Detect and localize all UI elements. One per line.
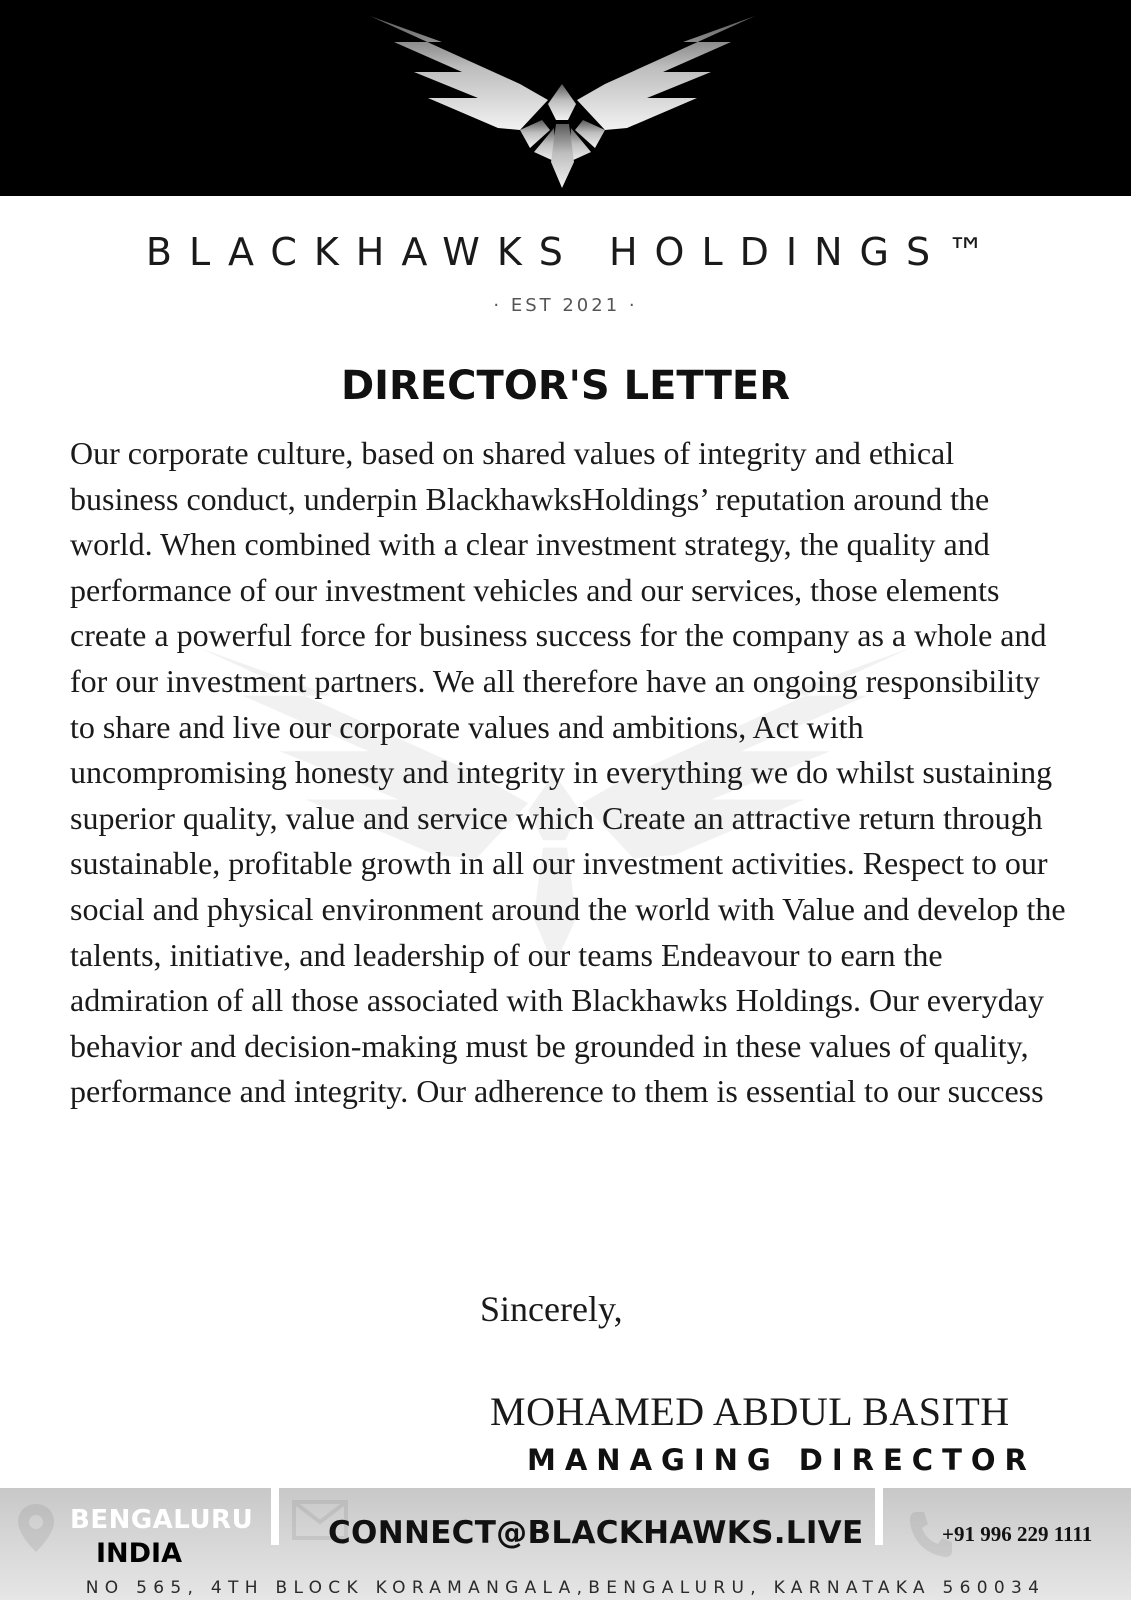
closing-salutation: Sincerely, — [480, 1289, 623, 1329]
footer-country: INDIA — [96, 1538, 182, 1569]
header-band — [0, 0, 1131, 196]
footer-divider — [271, 1488, 279, 1545]
signer-name: MOHAMED ABDUL BASITH — [490, 1389, 1010, 1434]
location-pin-icon — [16, 1502, 56, 1554]
footer-city: BENGALURU — [70, 1505, 254, 1535]
hawk-emblem-icon — [370, 12, 755, 190]
letter-body: Our corporate culture, based on shared values of integrity and ethical business conduct, underpin BlackhawksHoldings’ reputation around the world. When combined with a clear investment strategy, the quality and performance of our investment vehicles and our services, those elements create a powerful force for business success for the company as a whole and for our investment partners. We all therefore have an ongoing responsibility to share and live our corporate values and ambitions, Act with uncompromising honesty and integrity in everything we do whilst sustaining superior quality, value and service which Create an attractive return through sustainable, profitable growth in all our investment activities. Respect to our social and physical environment around the world with Value and develop the talents, initiative, and leadership of our teams Endeavour to earn the admiration of all those associated with Blackhawks Holdings. Our everyday behavior and decision-making must be grounded in these values of quality, performance and integrity. Our adherence to them is essential to our success — [70, 435, 1066, 1110]
company-name: BLACKHAWKS HOLDINGS™ — [145, 230, 1003, 274]
established-year: · EST 2021 · — [493, 295, 638, 316]
footer-email[interactable]: CONNECT@BLACKHAWKS.LIVE — [328, 1515, 864, 1551]
page-title: DIRECTOR'S LETTER — [340, 363, 791, 409]
footer-divider — [875, 1488, 883, 1545]
signer-title: MANAGING DIRECTOR — [527, 1443, 1036, 1477]
footer-address: NO 565, 4TH BLOCK KORAMANGALA,BENGALURU, KARNATAKA 560034 — [85, 1578, 1046, 1598]
footer-phone[interactable]: +91 996 229 1111 — [942, 1522, 1093, 1546]
